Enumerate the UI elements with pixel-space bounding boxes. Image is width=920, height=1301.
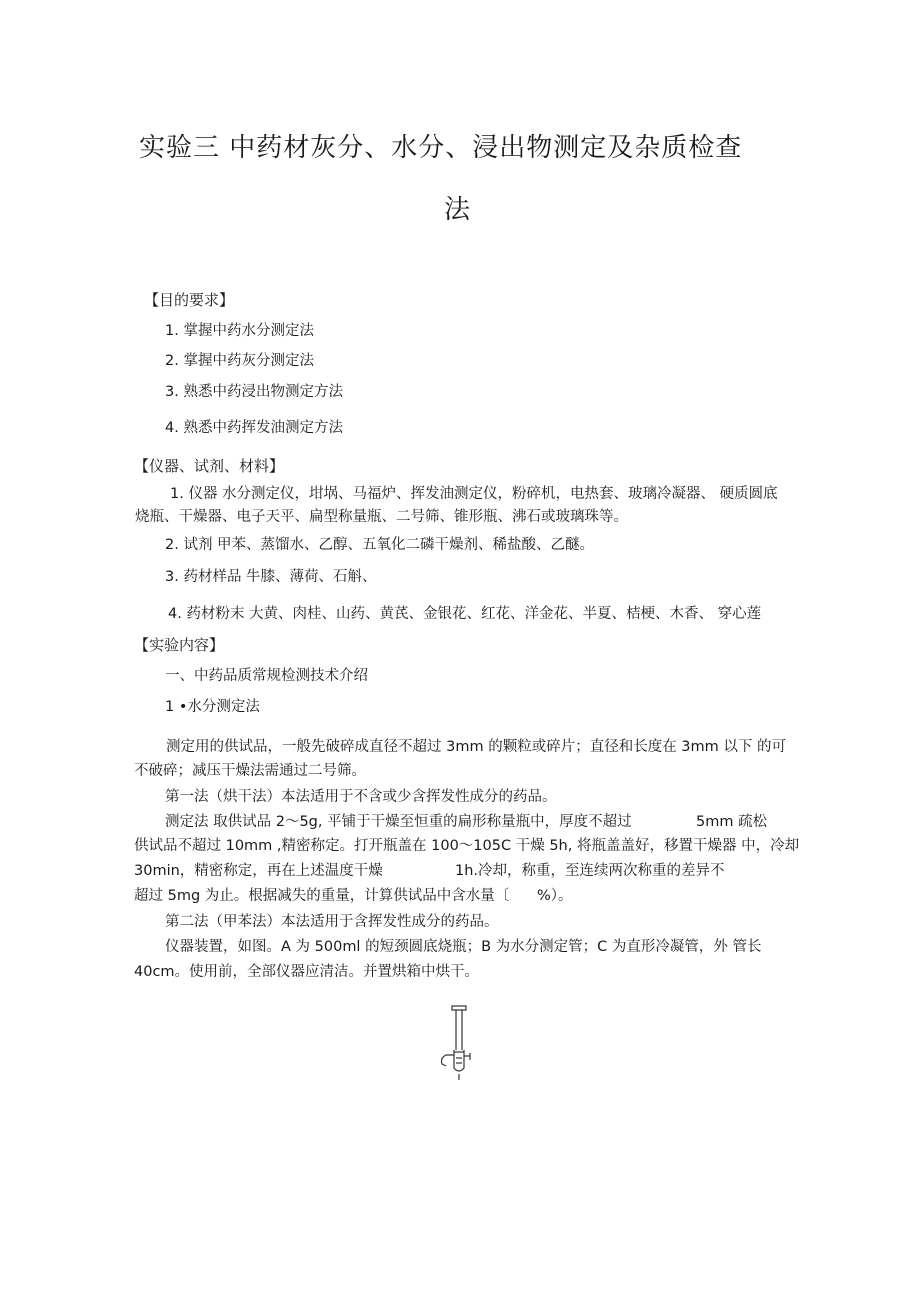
content-subheading-2: 1 •水分测定法 <box>165 699 260 715</box>
objective-item-1: 1. 掌握中药水分测定法 <box>165 323 314 339</box>
instrument-item-2: 2. 试剂 甲苯、蒸馏水、乙醇、五氧化二磷干燥剂、稀盐酸、乙醚。 <box>165 537 595 553</box>
title-line-1: 实验三 中药材灰分、水分、浸出物测定及杂质检查 <box>139 133 743 163</box>
paragraph-3-line-2: 供试品不超过 10mm ,精密称定。打开瓶盖在 100〜105C 干燥 5h, 将瓶盖盖好，移置干燥器 中，冷却 <box>134 838 800 854</box>
instrument-item-3: 3. 药材样品 牛膝、薄荷、石斛、 <box>165 569 377 585</box>
instrument-item-1-line-2: 烧瓶、干燥器、电子天平、扁型称量瓶、二号筛、锥形瓶、沸石或玻璃珠等。 <box>135 509 628 525</box>
paragraph-3-line-1b: 5mm 疏松 <box>696 814 768 830</box>
paragraph-1-line-2: 不破碎；减压干燥法需通过二号筛。 <box>134 763 366 779</box>
title-line-2: 法 <box>444 195 472 225</box>
content-heading: 【实验内容】 <box>134 636 225 654</box>
paragraph-3-line-4a: 超过 5mg 为止。根据减失的重量，计算供试品中含水量〔 <box>134 888 510 904</box>
paragraph-5-line-1: 仪器装置，如图。A 为 500ml 的短颈圆底烧瓶；B 为水分测定管；C 为直形冷凝管，外 管长 <box>165 939 762 955</box>
paragraph-3-line-4b: %）。 <box>537 888 573 904</box>
paragraph-3-line-1a: 测定法 取供试品 2〜5g, 平铺于干燥至恒重的扁形称量瓶中，厚度不超过 <box>165 814 632 830</box>
paragraph-5-line-2: 40cm。使用前，全部仪器应清洁。并置烘箱中烘干。 <box>134 964 480 980</box>
water-determination-apparatus-icon <box>432 1000 492 1094</box>
instrument-item-1-line-1: 1. 仪器 水分测定仪，坩埚、马福炉、挥发油测定仪，粉碎机，电热套、玻璃冷凝器、 硬质圆底 <box>170 486 778 502</box>
instruments-heading: 【仪器、试剂、材料】 <box>134 457 285 475</box>
paragraph-1-line-1: 测定用的供试品，一般先破碎成直径不超过 3mm 的颗粒或碎片；直径和长度在 3mm 以下 的可 <box>166 739 786 755</box>
paragraph-2: 第一法（烘干法）本法适用于不含或少含挥发性成分的药品。 <box>165 789 557 805</box>
paragraph-3-line-3a: 30min，精密称定，再在上述温度干燥 <box>134 863 383 879</box>
objective-item-4: 4. 熟悉中药挥发油测定方法 <box>165 420 343 436</box>
instrument-item-4: 4. 药材粉末 大黄、肉桂、山药、黄芪、金银花、红花、洋金花、半夏、桔梗、木香、 穿心莲 <box>168 606 762 622</box>
objective-item-2: 2. 掌握中药灰分测定法 <box>165 353 314 369</box>
paragraph-4: 第二法（甲苯法）本法适用于含挥发性成分的药品。 <box>165 914 499 930</box>
paragraph-3-line-3b: 1h.冷却，称重，至连续两次称重的差异不 <box>455 863 725 879</box>
objective-item-3: 3. 熟悉中药浸出物测定方法 <box>165 384 343 400</box>
objectives-heading: 【目的要求】 <box>144 291 235 309</box>
content-subheading-1: 一、中药品质常规检测技术介绍 <box>165 668 368 684</box>
